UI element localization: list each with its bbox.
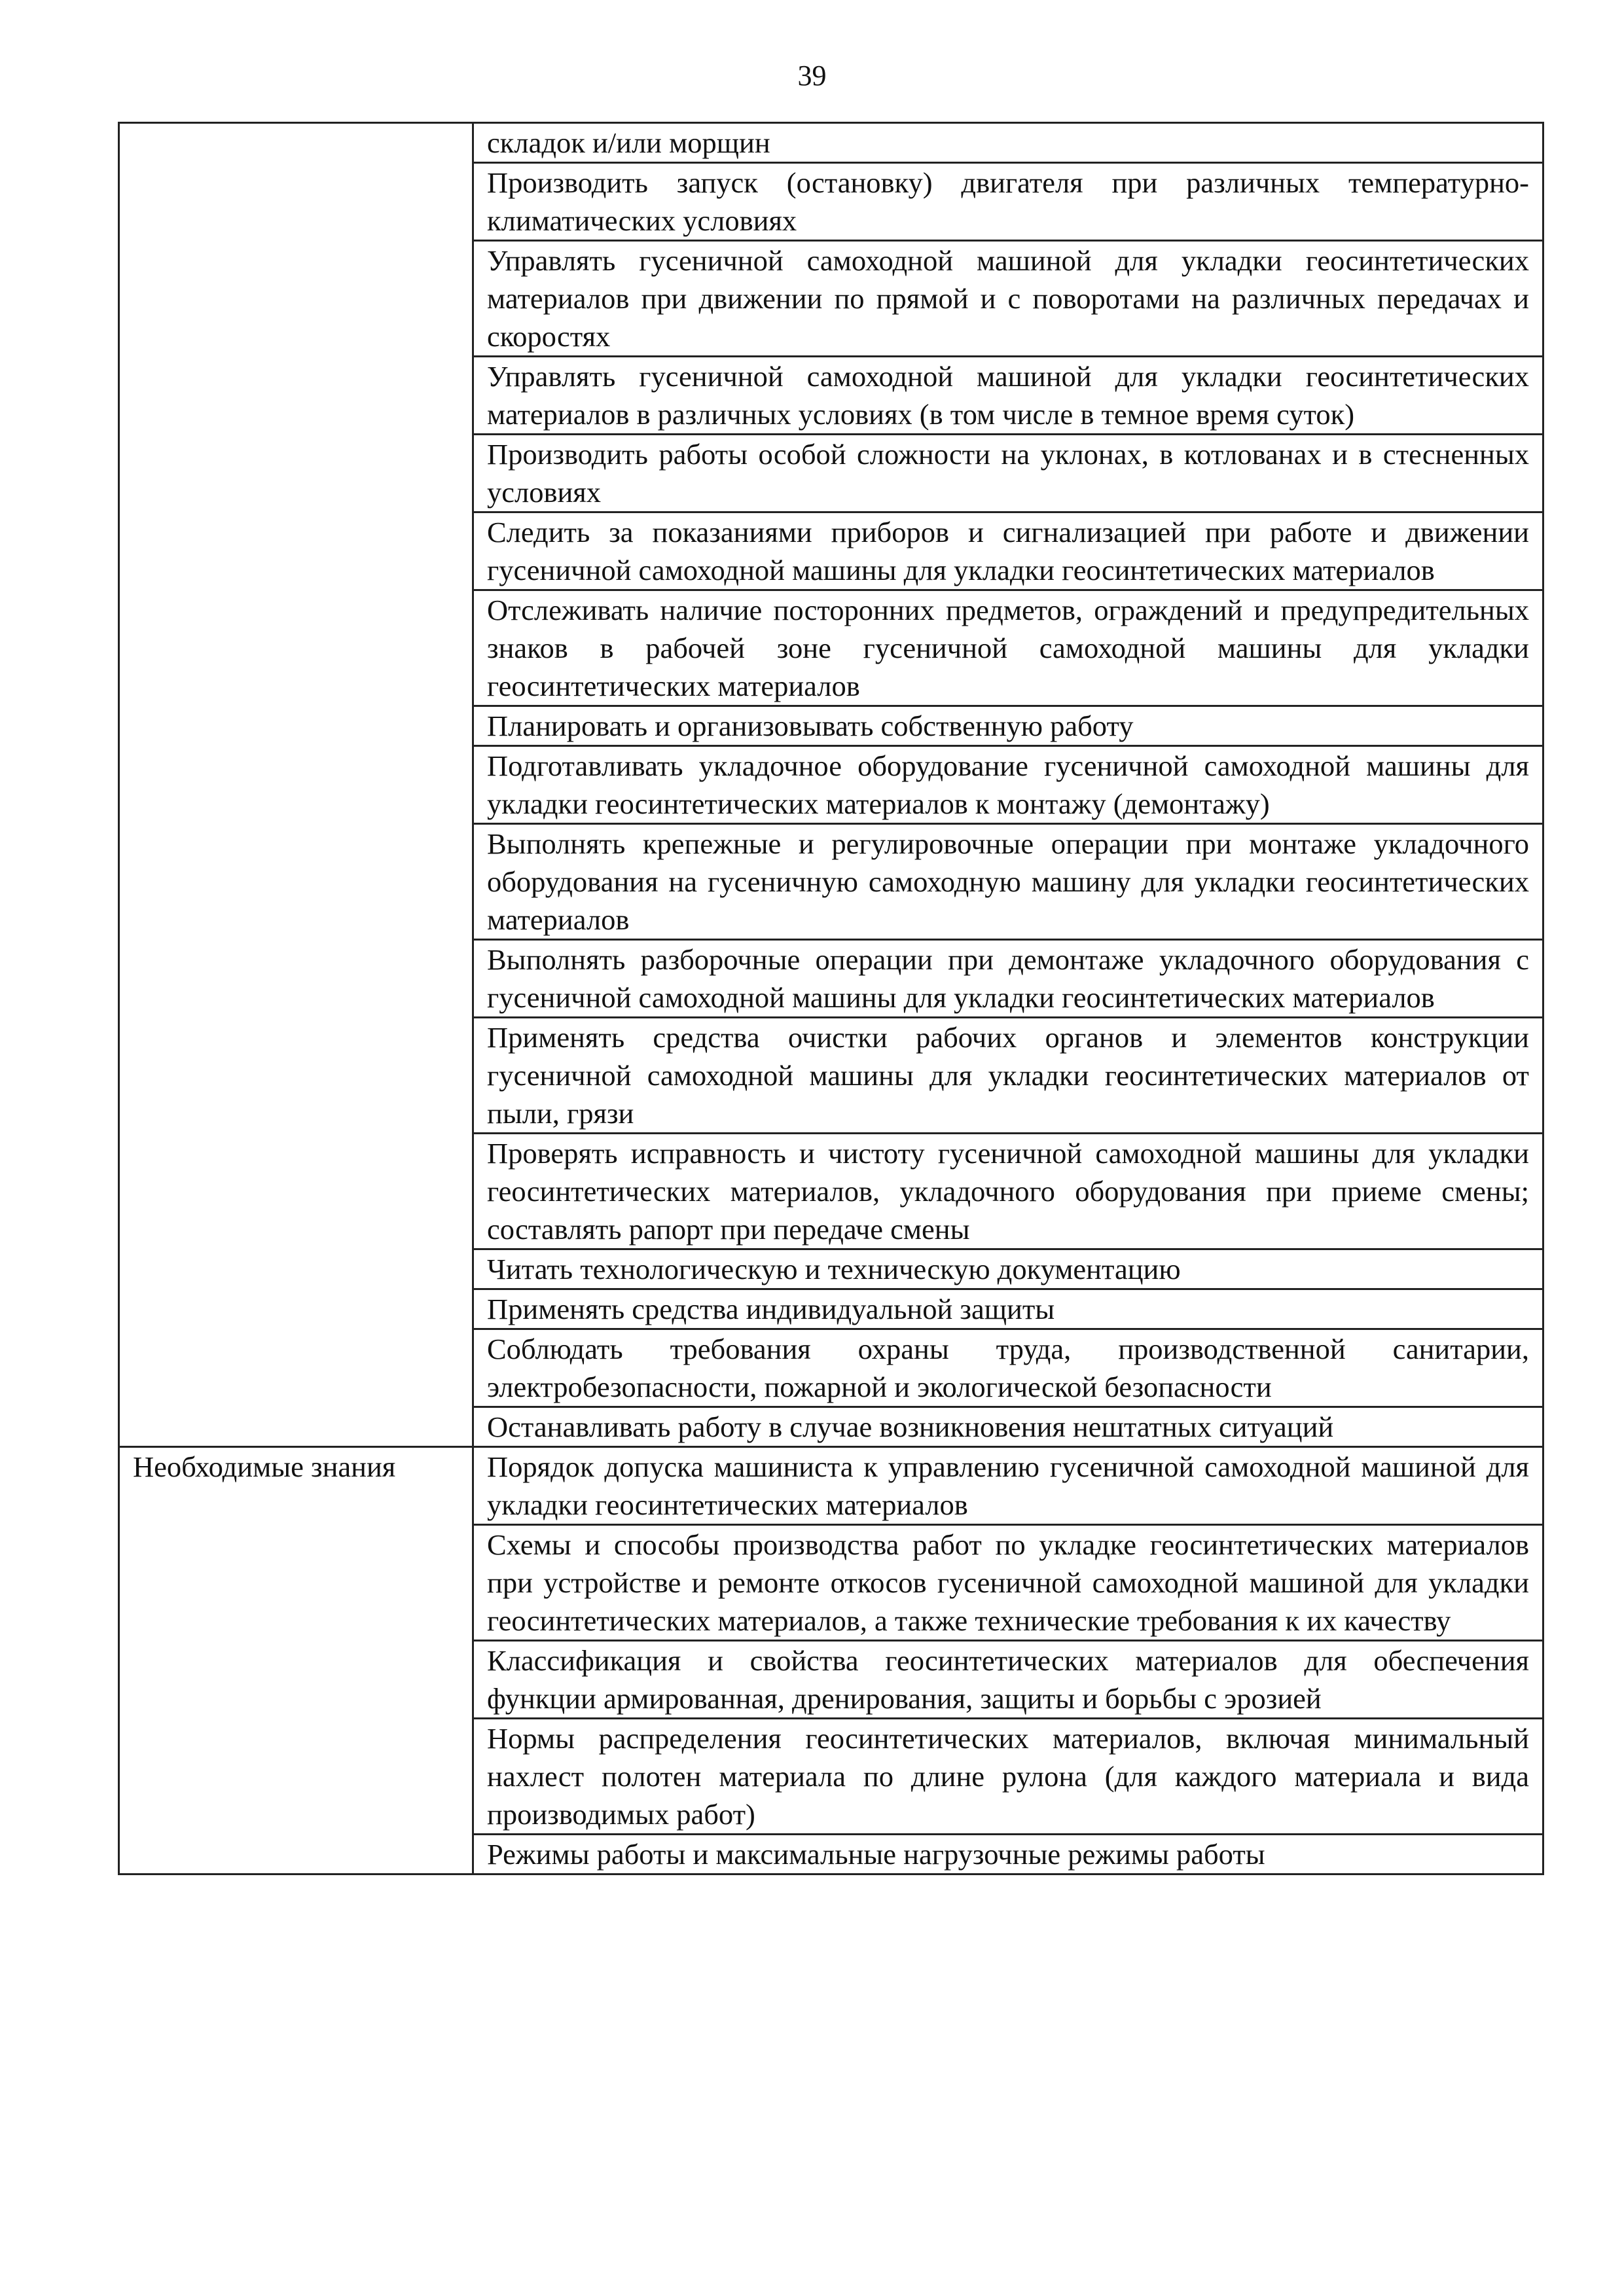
table-cell — [473, 590, 1543, 706]
skill-text: складок и/или морщин — [487, 126, 770, 159]
table-cell — [473, 1134, 1543, 1249]
table-cell — [473, 1835, 1543, 1874]
page-number: 39 — [797, 60, 827, 92]
skill-text: Применять средства очистки рабочих органов и элементов конструкции гусеничной самоходной машины для укладки геосинтетических материалов от пыли, грязи — [487, 1021, 1529, 1130]
table-cell — [473, 706, 1543, 746]
knowledge-text: Нормы распределения геосинтетических материалов, включая минимальный нахлест полотен материала по длине рулона (для каждого материала и вида производимых работ) — [487, 1722, 1529, 1831]
skill-text: Читать технологическую и техническую документацию — [487, 1253, 1181, 1285]
knowledge-text: Схемы и способы производства работ по укладке геосинтетических материалов при устройстве и ремонте откосов гусеничной самоходной машиной для укладки геосинтетических материалов, а также технические требования к их качеству — [487, 1528, 1529, 1637]
table-cell — [473, 1018, 1543, 1134]
skill-text: Отслеживать наличие посторонних предметов, ограждений и предупредительных знаков в рабочей зоне гусеничной самоходной машины для укладки геосинтетических материалов — [487, 594, 1529, 702]
knowledge-label-cell — [119, 1447, 473, 1874]
table-cell — [473, 1329, 1543, 1407]
table-cell — [473, 1249, 1543, 1289]
table-cell — [473, 1525, 1543, 1641]
skill-text: Выполнять крепежные и регулировочные операции при монтаже укладочного оборудования на гусеничную самоходную машину для укладки геосинтетических материалов — [487, 827, 1529, 936]
skill-text: Производить работы особой сложности на уклонах, в котлованах и в стесненных условиях — [487, 438, 1529, 509]
skill-text: Управлять гусеничной самоходной машиной для укладки геосинтетических материалов в различных условиях (в том числе в темное время суток) — [487, 360, 1529, 431]
knowledge-label: Необходимые знания — [133, 1450, 396, 1483]
table-cell — [473, 1407, 1543, 1447]
table-cell — [473, 512, 1543, 590]
skill-text: Подготавливать укладочное оборудование гусеничной самоходной машины для укладки геосинтетических материалов к монтажу (демонтажу) — [487, 749, 1529, 820]
table-cell — [473, 163, 1543, 241]
table-row — [119, 123, 1543, 163]
table-cell — [473, 123, 1543, 163]
skill-text: Соблюдать требования охраны труда, производственной санитарии, электробезопасности, пожарной и экологической безопасности — [487, 1333, 1529, 1403]
skill-text: Применять средства индивидуальной защиты — [487, 1293, 1055, 1325]
table-cell — [473, 1641, 1543, 1719]
competency-table — [118, 122, 1544, 1875]
table-cell — [473, 824, 1543, 940]
knowledge-text: Режимы работы и максимальные нагрузочные режимы работы — [487, 1838, 1265, 1871]
table-row — [119, 1447, 1543, 1525]
skill-text: Управлять гусеничной самоходной машиной для укладки геосинтетических материалов при движении по прямой и с поворотами на различных передачах и скоростях — [487, 244, 1529, 353]
knowledge-text: Классификация и свойства геосинтетических материалов для обеспечения функции армированная, дренирования, защиты и борьбы с эрозией — [487, 1644, 1529, 1715]
table-cell — [473, 357, 1543, 435]
skill-text: Следить за показаниями приборов и сигнализацией при работе и движении гусеничной самоходной машины для укладки геосинтетических материалов — [487, 516, 1529, 586]
table-cell — [473, 746, 1543, 824]
skill-text: Планировать и организовывать собственную работу — [487, 709, 1134, 742]
skill-text: Производить запуск (остановку) двигателя при различных температурно-климатических условиях — [487, 166, 1529, 237]
table-cell — [473, 940, 1543, 1018]
skill-text: Останавливать работу в случае возникновения нештатных ситуаций — [487, 1410, 1334, 1443]
knowledge-text: Порядок допуска машиниста к управлению гусеничной самоходной машиной для укладки геосинтетических материалов — [487, 1450, 1529, 1521]
table-cell — [473, 1289, 1543, 1329]
table-cell — [473, 1719, 1543, 1835]
skills-label-cell — [119, 123, 473, 1447]
table-cell — [473, 241, 1543, 357]
table-cell — [473, 435, 1543, 512]
table-cell — [473, 1447, 1543, 1525]
skill-text: Проверять исправность и чистоту гусеничной самоходной машины для укладки геосинтетических материалов, укладочного оборудования при приеме смены; составлять рапорт при передаче смены — [487, 1137, 1529, 1246]
skill-text: Выполнять разборочные операции при демонтаже укладочного оборудования с гусеничной самоходной машины для укладки геосинтетических материалов — [487, 943, 1529, 1014]
